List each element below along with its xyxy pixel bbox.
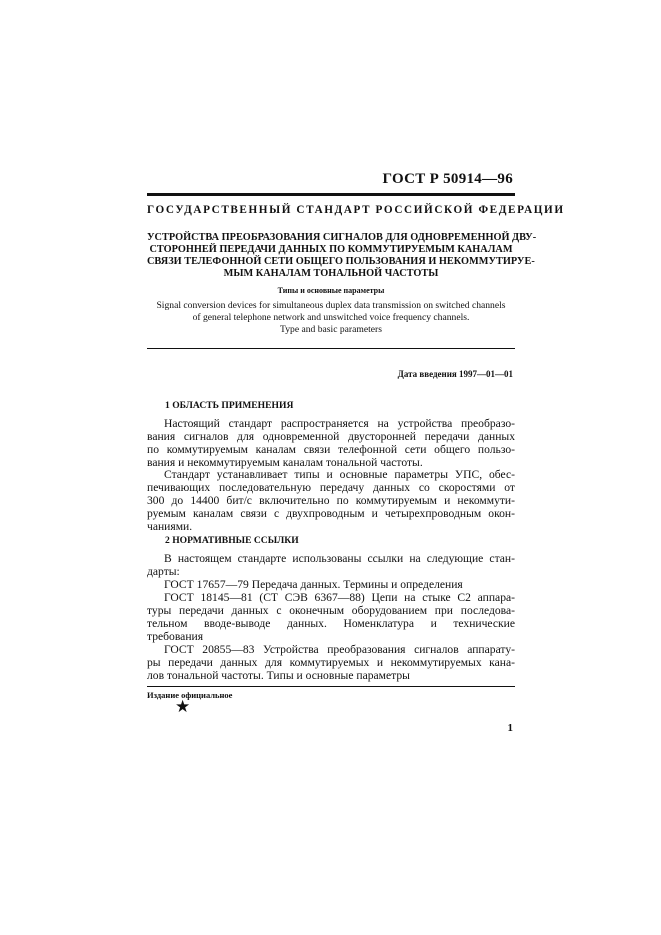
intro-date: Дата введения 1997—01—01	[397, 369, 513, 379]
text-line: ГОСТ 17657—79 Передача данных. Термины и определения	[164, 578, 463, 591]
text-line: лов тональной частоты. Типы и основные параметры	[147, 669, 410, 682]
text-line: В настоящем стандарте использованы ссылки на следующие стан-	[164, 552, 515, 565]
text-line: по коммутируемым каналам связи телефонной сети общего пользо-	[147, 443, 515, 456]
text-line: требования	[147, 630, 204, 643]
text-line: ГОСТ 18145—81 (СТ СЭВ 6367—88) Цепи на стыке С2 аппара-	[164, 591, 515, 604]
section-heading: 2 НОРМАТИВНЫЕ ССЫЛКИ	[165, 535, 299, 546]
title-line: МЫМ КАНАЛАМ ТОНАЛЬНОЙ ЧАСТОТЫ	[223, 268, 439, 279]
text-line: чаниями.	[147, 520, 193, 533]
text-line: ры передачи данных для коммутируемых и некоммутируемых кана-	[147, 656, 515, 669]
text-line: ГОСТ 20855—83 Устройства преобразования сигналов аппарату-	[164, 643, 515, 656]
text-line: тельном вводе-выводе данных. Номенклатура и технические	[147, 617, 515, 630]
text-line: Стандарт устанавливает типы и основные параметры УПС, обес-	[164, 468, 515, 481]
text-line: руемым каналам связи с двухпроводным и четырехпроводным окон-	[147, 507, 515, 520]
header-rule	[147, 193, 515, 196]
text-line: дарты:	[147, 565, 180, 578]
paragraph	[147, 468, 515, 533]
english-title	[147, 300, 515, 336]
english-title-line: Type and basic parameters	[280, 324, 382, 335]
document-subtitle: Типы и основные параметры	[277, 286, 385, 295]
reference-item	[147, 578, 515, 591]
footer-divider	[147, 686, 515, 687]
title-divider	[147, 348, 515, 349]
gost-number: ГОСТ Р 50914—96	[382, 171, 513, 187]
english-title-line: of general telephone network and unswitched voice frequency channels.	[192, 312, 470, 323]
text-line: вания и некоммутируемым каналам тональной частоты.	[147, 456, 423, 469]
title-line: СТОРОННЕЙ ПЕРЕДАЧИ ДАННЫХ ПО КОММУТИРУЕМЫМ КАНАЛАМ	[149, 244, 513, 255]
document-title	[147, 232, 537, 280]
text-line: 300 до 14400 бит/с включительно по коммутируемым и некоммути-	[147, 494, 515, 507]
standard-title: ГОСУДАРСТВЕННЫЙ СТАНДАРТ РОССИЙСКОЙ ФЕДЕРАЦИИ	[147, 204, 565, 216]
edition-label: Издание официальное	[147, 690, 233, 700]
page-number: 1	[507, 722, 513, 734]
text-line: печивающих последовательную передачу данных со скоростями от	[147, 481, 515, 494]
text-line: Настоящий стандарт распространяется на устройства преобразо-	[164, 417, 515, 430]
paragraph	[147, 552, 515, 578]
english-title-line: Signal conversion devices for simultaneous duplex data transmission on switched channels	[156, 300, 506, 311]
reference-item	[147, 591, 515, 643]
star-icon: ★	[175, 697, 191, 716]
text-line: вания сигналов для одновременной двусторонней передачи данных	[147, 430, 515, 443]
section-heading: 1 ОБЛАСТЬ ПРИМЕНЕНИЯ	[165, 400, 294, 411]
paragraph	[147, 417, 515, 469]
reference-item	[147, 643, 515, 682]
text-line: туры передачи данных с оконечным оборудованием при последова-	[147, 604, 515, 617]
title-line: СВЯЗИ ТЕЛЕФОННОЙ СЕТИ ОБЩЕГО ПОЛЬЗОВАНИЯ И НЕКОММУТИРУЕ-	[147, 256, 535, 267]
title-line: УСТРОЙСТВА ПРЕОБРАЗОВАНИЯ СИГНАЛОВ ДЛЯ ОДНОВРЕМЕННОЙ ДВУ-	[147, 232, 537, 243]
